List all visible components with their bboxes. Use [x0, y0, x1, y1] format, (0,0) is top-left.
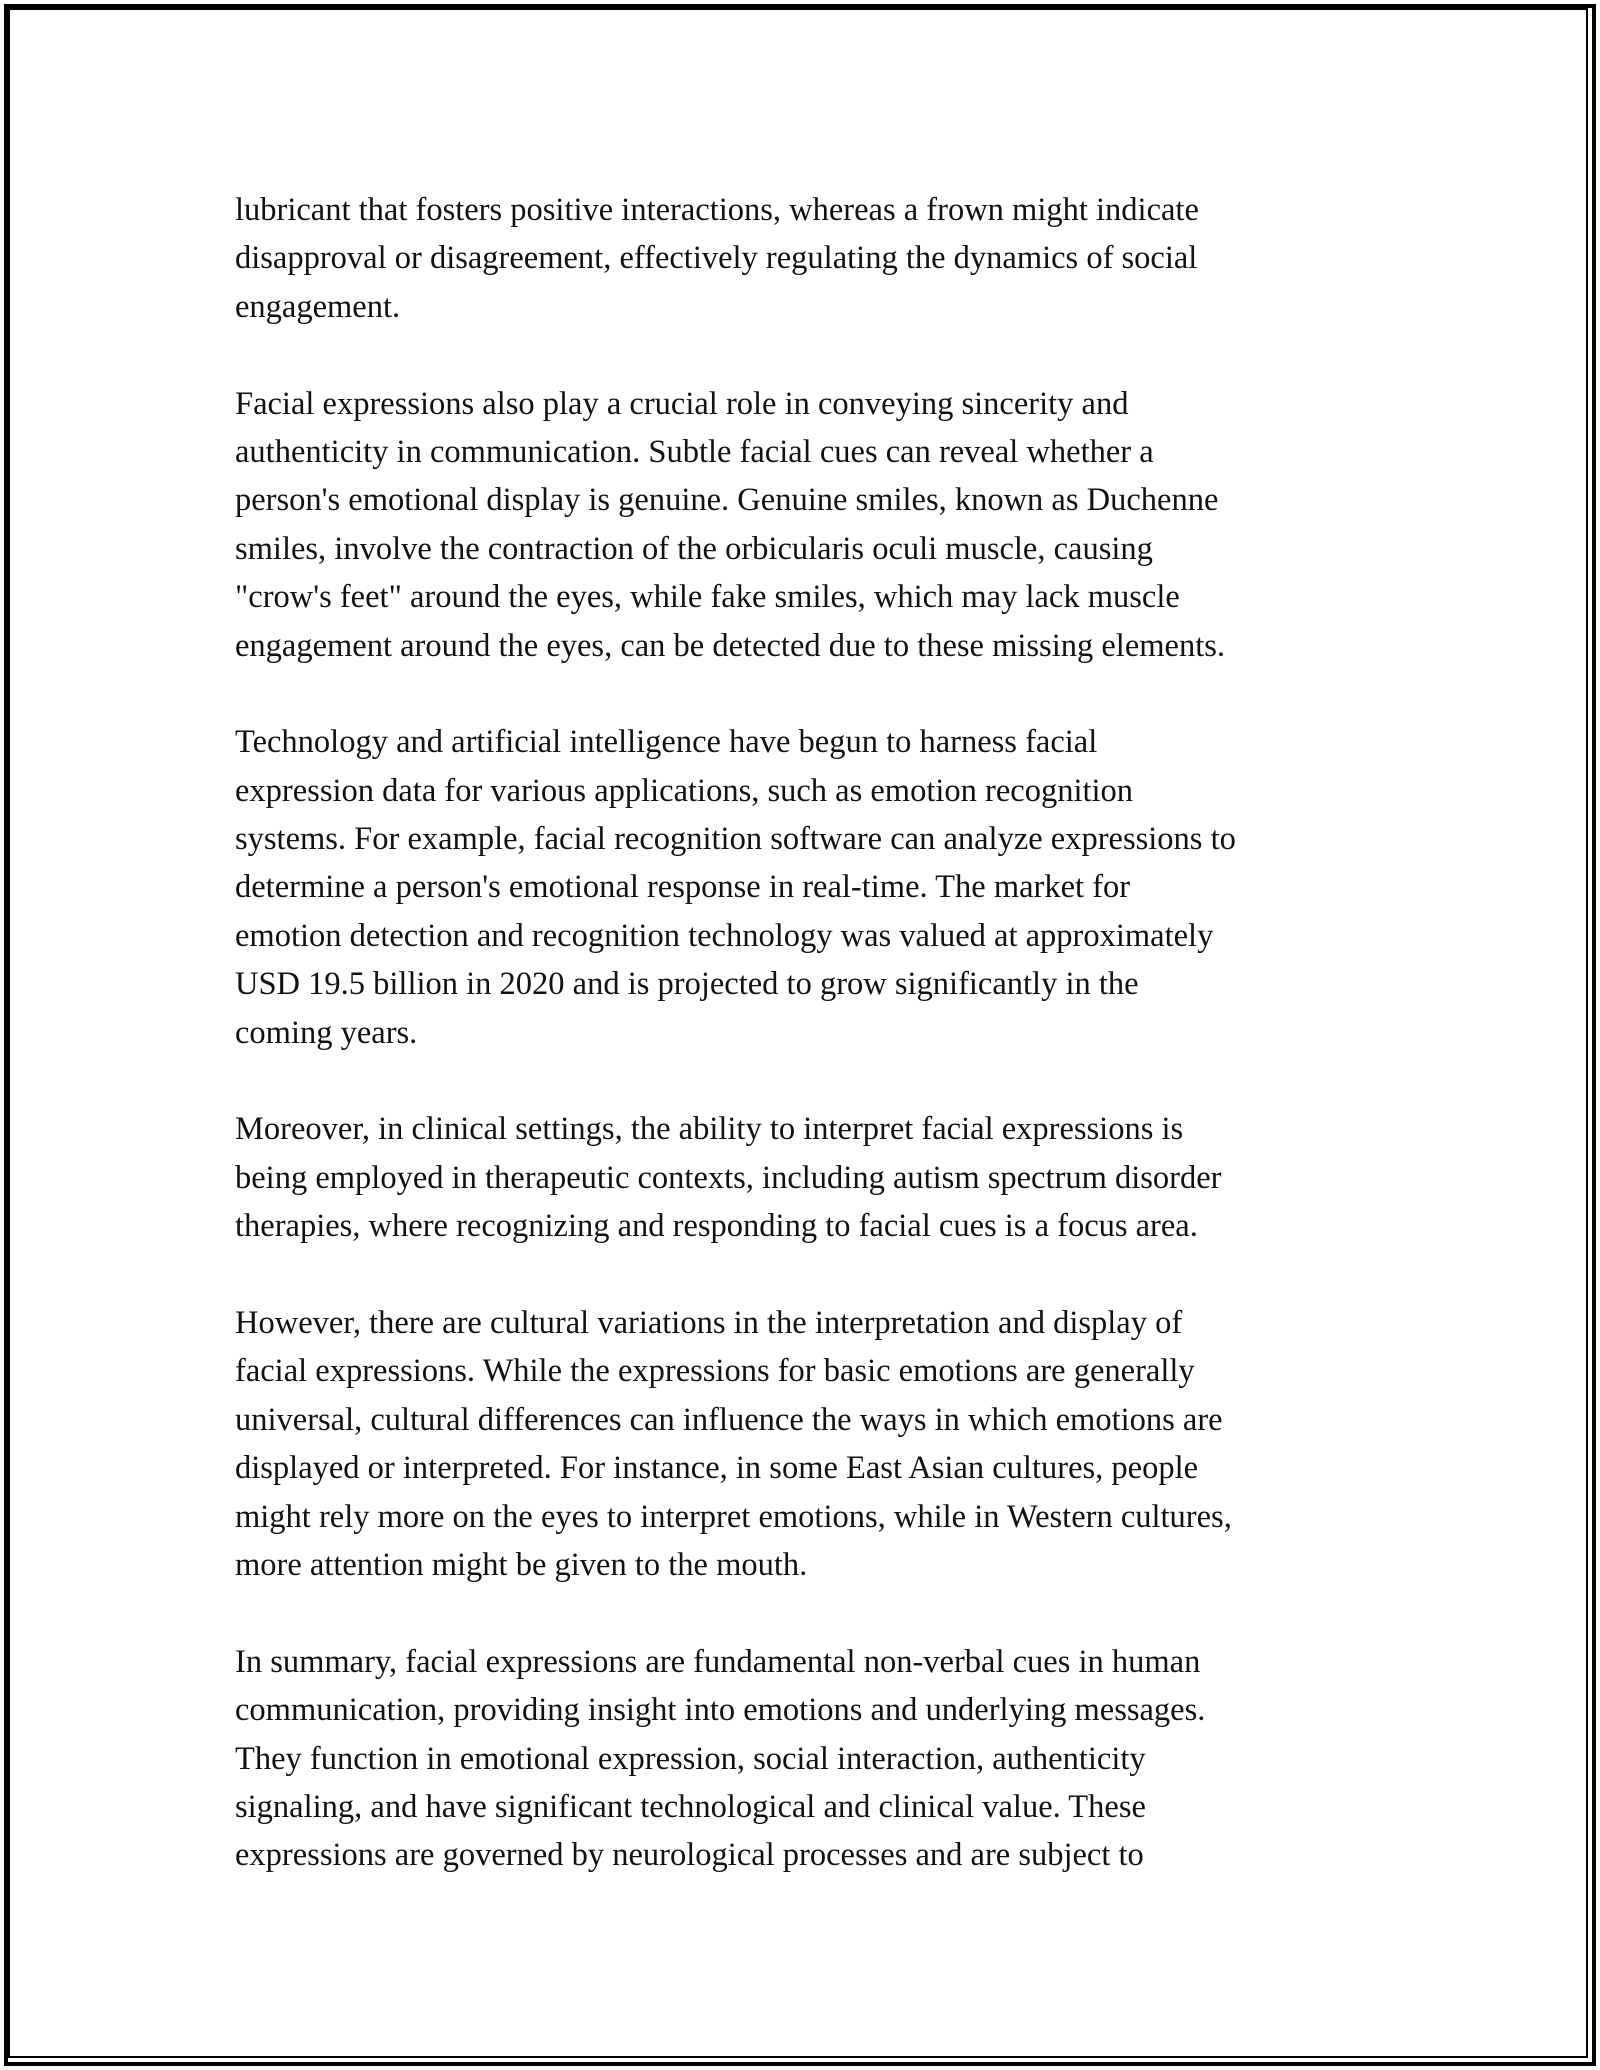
paragraph-clinical	[235, 1105, 1395, 1250]
text-line: universal, cultural differences can influence the ways in which emotions are	[235, 1401, 1223, 1438]
text-line: systems. For example, facial recognition software can analyze expressions to	[235, 821, 1236, 858]
text-line: expression data for various applications, such as emotion recognition	[235, 772, 1134, 809]
text-line: engagement.	[235, 288, 401, 325]
text-line: therapies, where recognizing and responding to facial cues is a focus area.	[235, 1208, 1198, 1245]
text-line: signaling, and have significant technological and clinical value. These	[235, 1788, 1146, 1825]
text-line: However, there are cultural variations in the interpretation and display of	[235, 1304, 1183, 1341]
text-line: They function in emotional expression, social interaction, authenticity	[235, 1740, 1146, 1777]
text-line: smiles, involve the contraction of the orbicularis oculi muscle, causing	[235, 530, 1153, 567]
text-line: disapproval or disagreement, effectively regulating the dynamics of social	[235, 240, 1198, 277]
text-line: emotion detection and recognition technology was valued at approximately	[235, 917, 1214, 954]
text-line: In summary, facial expressions are fundamental non-verbal cues in human	[235, 1643, 1201, 1680]
text-line: determine a person's emotional response in real-time. The market for	[235, 869, 1131, 906]
text-line: being employed in therapeutic contexts, including autism spectrum disorder	[235, 1159, 1222, 1196]
document-body	[235, 186, 1395, 1928]
text-line: might rely more on the eyes to interpret emotions, while in Western cultures,	[235, 1498, 1232, 1535]
text-line: Moreover, in clinical settings, the ability to interpret facial expressions is	[235, 1111, 1184, 1148]
paragraph-social-regulation	[235, 186, 1395, 331]
paragraph-summary	[235, 1638, 1395, 1880]
text-line: USD 19.5 billion in 2020 and is projected to grow significantly in the	[235, 966, 1139, 1003]
text-line: engagement around the eyes, can be detected due to these missing elements.	[235, 627, 1225, 664]
paragraph-sincerity	[235, 380, 1395, 670]
text-line: person's emotional display is genuine. Genuine smiles, known as Duchenne	[235, 482, 1219, 519]
text-line: facial expressions. While the expressions for basic emotions are generally	[235, 1353, 1195, 1390]
text-line: communication, providing insight into emotions and underlying messages.	[235, 1692, 1206, 1729]
text-line: authenticity in communication. Subtle facial cues can reveal whether a	[235, 433, 1154, 470]
paragraph-technology	[235, 718, 1395, 1057]
text-line: displayed or interpreted. For instance, in some East Asian cultures, people	[235, 1450, 1199, 1487]
text-line: Facial expressions also play a crucial role in conveying sincerity and	[235, 385, 1129, 422]
text-line: lubricant that fosters positive interactions, whereas a frown might indicate	[235, 192, 1199, 228]
text-line: more attention might be given to the mouth.	[235, 1546, 808, 1583]
text-line: expressions are governed by neurological processes and are subject to	[235, 1837, 1144, 1874]
paragraph-cultural	[235, 1299, 1395, 1589]
text-line: Technology and artificial intelligence have begun to harness facial	[235, 724, 1098, 761]
text-line: "crow's feet" around the eyes, while fake smiles, which may lack muscle	[235, 579, 1180, 616]
text-line: coming years.	[235, 1014, 418, 1051]
